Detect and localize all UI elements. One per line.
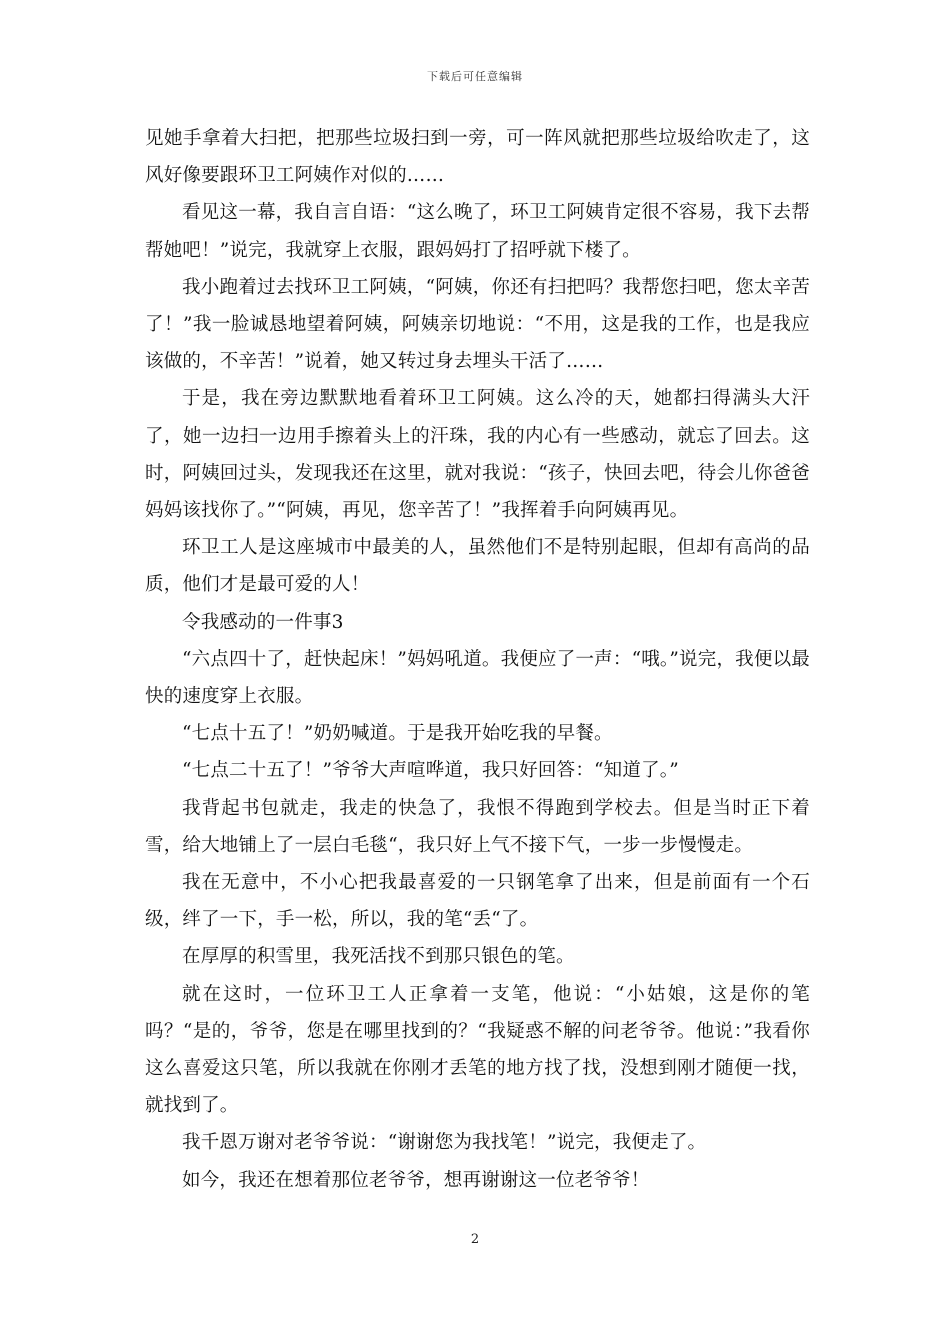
paragraph: 我千恩万谢对老爷爷说：“谢谢您为我找笔！”说完，我便走了。 (182, 1132, 707, 1154)
paragraph: “七点二十五了！”爷爷大声喧哗道，我只好回答：“知道了。” (182, 760, 679, 782)
section-title: 令我感动的一件事3 (182, 611, 344, 633)
paragraph: 我在无意中，不小心把我最喜爱的一只钢笔拿了出来，但是前面有一个石级，绊了一下，手一松，所以，我的笔“丢“了。 (145, 872, 810, 931)
page-header: 下载后可任意编辑 (427, 70, 523, 83)
paragraph: “七点十五了！”奶奶喊道。于是我开始吃我的早餐。 (182, 723, 613, 745)
paragraph: 环卫工人是这座城市中最美的人，虽然他们不是特别起眼，但却有高尚的品质，他们才是最可爱的人！ (145, 537, 810, 596)
paragraph: 就在这时，一位环卫工人正拿着一支笔，他说：“小姑娘，这是你的笔吗？“是的，爷爷，您是在哪里找到的？“我疑惑不解的问老爷爷。他说：”我看你这么喜爱这只笔，所以我就在你刚才丢笔的地方找了找，没想到刚才随便一找，就找到了。 (145, 983, 810, 1117)
paragraph: 我小跑着过去找环卫工阿姨，“阿姨，你还有扫把吗？我帮您扫吧，您太辛苦了！”我一脸诚恳地望着阿姨，阿姨亲切地说：“不用，这是我的工作，也是我应该做的，不辛苦！”说着，她又转过身去埋头干活了…… (145, 276, 810, 373)
paragraph: 看见这一幕，我自言自语：“这么晚了，环卫工阿姨肯定很不容易，我下去帮帮她吧！”说完，我就穿上衣服，跟妈妈打了招呼就下楼了。 (145, 202, 810, 261)
page-number: 2 (470, 1232, 480, 1247)
document-body (145, 120, 810, 1199)
paragraph: 于是，我在旁边默默地看着环卫工阿姨。这么冷的天，她都扫得满头大汗了，她一边扫一边用手擦着头上的汗珠，我的内心有一些感动，就忘了回去。这时，阿姨回过头，发现我还在这里，就对我说：“孩子，快回去吧，待会儿你爸爸妈妈该找你了。”“阿姨，再见，您辛苦了！”我挥着手向阿姨再见。 (145, 388, 810, 522)
paragraph: “六点四十了，赶快起床！”妈妈吼道。我便应了一声：“哦。”说完，我便以最快的速度穿上衣服。 (145, 648, 810, 708)
paragraph-continuation: 见她手拿着大扫把，把那些垃圾扫到一旁，可一阵风就把那些垃圾给吹走了，这风好像要跟环卫工阿姨作对似的…… (145, 128, 810, 187)
paragraph: 如今，我还在想着那位老爷爷，想再谢谢这一位老爷爷！ (182, 1169, 650, 1191)
paragraph: 我背起书包就走，我走的快急了，我恨不得跑到学校去。但是当时正下着雪，给大地铺上了一层白毛毯“，我只好上气不接下气，一步一步慢慢走。 (145, 797, 810, 856)
paragraph: 在厚厚的积雪里，我死活找不到那只银色的笔。 (182, 946, 575, 968)
